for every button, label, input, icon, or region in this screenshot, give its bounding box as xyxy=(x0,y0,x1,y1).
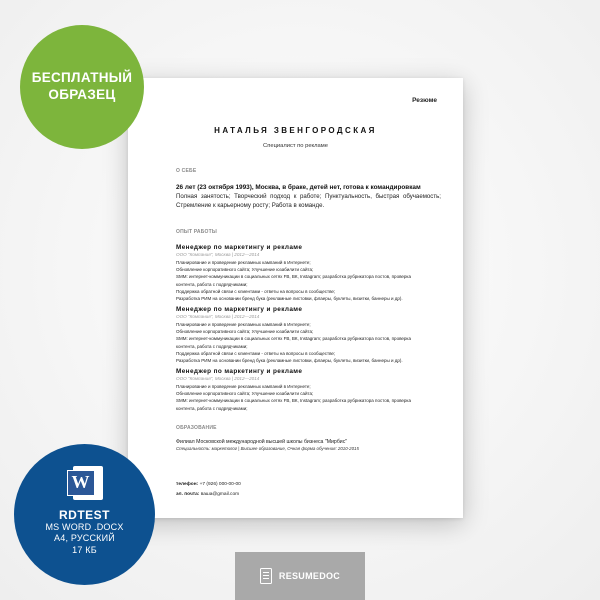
job-title: Менеджер по маркетингу и рекламе xyxy=(176,306,303,313)
resume-sheet xyxy=(128,78,463,518)
format-badge-title: RDTEST xyxy=(59,508,110,522)
job-company: ООО "Компания", Москва | 2012—2014 xyxy=(176,376,260,381)
candidate-name: НАТАЛЬЯ ЗВЕНГОРОДСКАЯ xyxy=(214,126,377,135)
document-icon xyxy=(260,568,272,584)
job-entry xyxy=(176,368,444,412)
format-badge-line1: MS WORD .DOCX xyxy=(45,522,124,532)
free-badge-line1: БЕСПЛАТНЫЙ xyxy=(31,70,133,86)
education-institution: Филиал Московской международной высшей школы бизнеса "Мирбис" xyxy=(176,439,348,445)
file-format-badge xyxy=(14,444,155,585)
job-entry xyxy=(176,306,444,364)
about-details: Полная занятость; Творческий подход к работе; Пунктуальность, быстрая обучаемость; Стремление к карьерному росту; Работа в команде. xyxy=(176,193,441,209)
job-duty: контента, работа с подрядчиками; xyxy=(176,405,248,411)
job-company: ООО "Компания", Москва | 2012—2014 xyxy=(176,314,260,319)
job-title: Менеджер по маркетингу и рекламе xyxy=(176,244,303,251)
word-icon-letter: W xyxy=(67,470,95,496)
job-entry xyxy=(176,244,444,302)
word-icon xyxy=(67,466,103,500)
section-title-about: О СЕБЕ xyxy=(176,168,197,174)
document-type-label: Резюме xyxy=(412,97,437,104)
job-duty: Разработка РИМ на основании бренд бука (рекламные листовки, флаеры, буклеты, визитки, баннеры и др). xyxy=(176,295,403,301)
format-badge-line3: 17 КБ xyxy=(72,544,97,555)
free-badge-line2: ОБРАЗЕЦ xyxy=(48,87,116,102)
job-duty: SMM: интернет-коммуникации в социальных сетях FB, ВК, Instagram; разработка рубрикатора постов, проверка xyxy=(176,336,411,342)
contact-email xyxy=(176,492,239,497)
job-duty: SMM: интернет-коммуникации в социальных сетях FB, ВК, Instagram; разработка рубрикатора постов, проверка xyxy=(176,274,411,280)
job-title: Менеджер по маркетингу и рекламе xyxy=(176,368,303,375)
email-label: эл. почта: xyxy=(176,492,200,497)
free-sample-badge xyxy=(20,25,144,149)
section-title-experience: ОПЫТ РАБОТЫ xyxy=(176,229,217,235)
candidate-position: Специалист по рекламе xyxy=(263,143,328,149)
job-duty: Планирование и проведение рекламных кампаний в Интернете; xyxy=(176,322,311,327)
education-details: Специальность: маркетолог | Высшее образование, Очная форма обучения: 2010-2015 xyxy=(176,446,359,451)
job-duty: Обновление корпоративного сайта; Улучшение юзабилити сайта; xyxy=(176,329,314,335)
brand-bar[interactable] xyxy=(235,552,365,600)
phone-value: +7 (926) 000-00-00 xyxy=(199,482,241,487)
format-badge-line2: A4, РУССКИЙ xyxy=(54,533,115,544)
job-duty: Планирование и проведение рекламных кампаний в Интернете; xyxy=(176,260,311,265)
brand-label: RESUMEDOC xyxy=(278,571,341,581)
job-company: ООО "Компания", Москва | 2012—2014 xyxy=(176,252,260,257)
email-value: ваша@gmail.com xyxy=(200,492,240,497)
section-title-education: ОБРАЗОВАНИЕ xyxy=(176,425,217,431)
job-duty: Поддержка обратной связи с клиентами - ответы на вопросы в сообществе; xyxy=(176,350,336,356)
job-duty: контента, работа с подрядчиками; xyxy=(176,281,248,287)
contact-phone xyxy=(176,482,241,487)
phone-label: телефон: xyxy=(176,482,199,487)
job-duty: Поддержка обратной связи с клиентами - ответы на вопросы в сообществе; xyxy=(176,288,336,294)
job-duty: Обновление корпоративного сайта; Улучшение юзабилити сайта; xyxy=(176,267,314,273)
job-duty: Разработка РИМ на основании бренд бука (рекламные листовки, флаеры, буклеты, визитки, баннеры и др). xyxy=(176,357,403,363)
job-duty: Планирование и проведение рекламных кампаний в Интернете; xyxy=(176,384,311,389)
job-duty: Обновление корпоративного сайта; Улучшение юзабилити сайта; xyxy=(176,391,314,397)
about-summary: 26 лет (23 октября 1993), Москва, в браке, детей нет, готова к командировкам xyxy=(176,184,421,191)
job-duty: SMM: интернет-коммуникации в социальных сетях FB, ВК, Instagram; разработка рубрикатора постов, проверка xyxy=(176,398,411,404)
job-duty: контента, работа с подрядчиками; xyxy=(176,343,248,349)
